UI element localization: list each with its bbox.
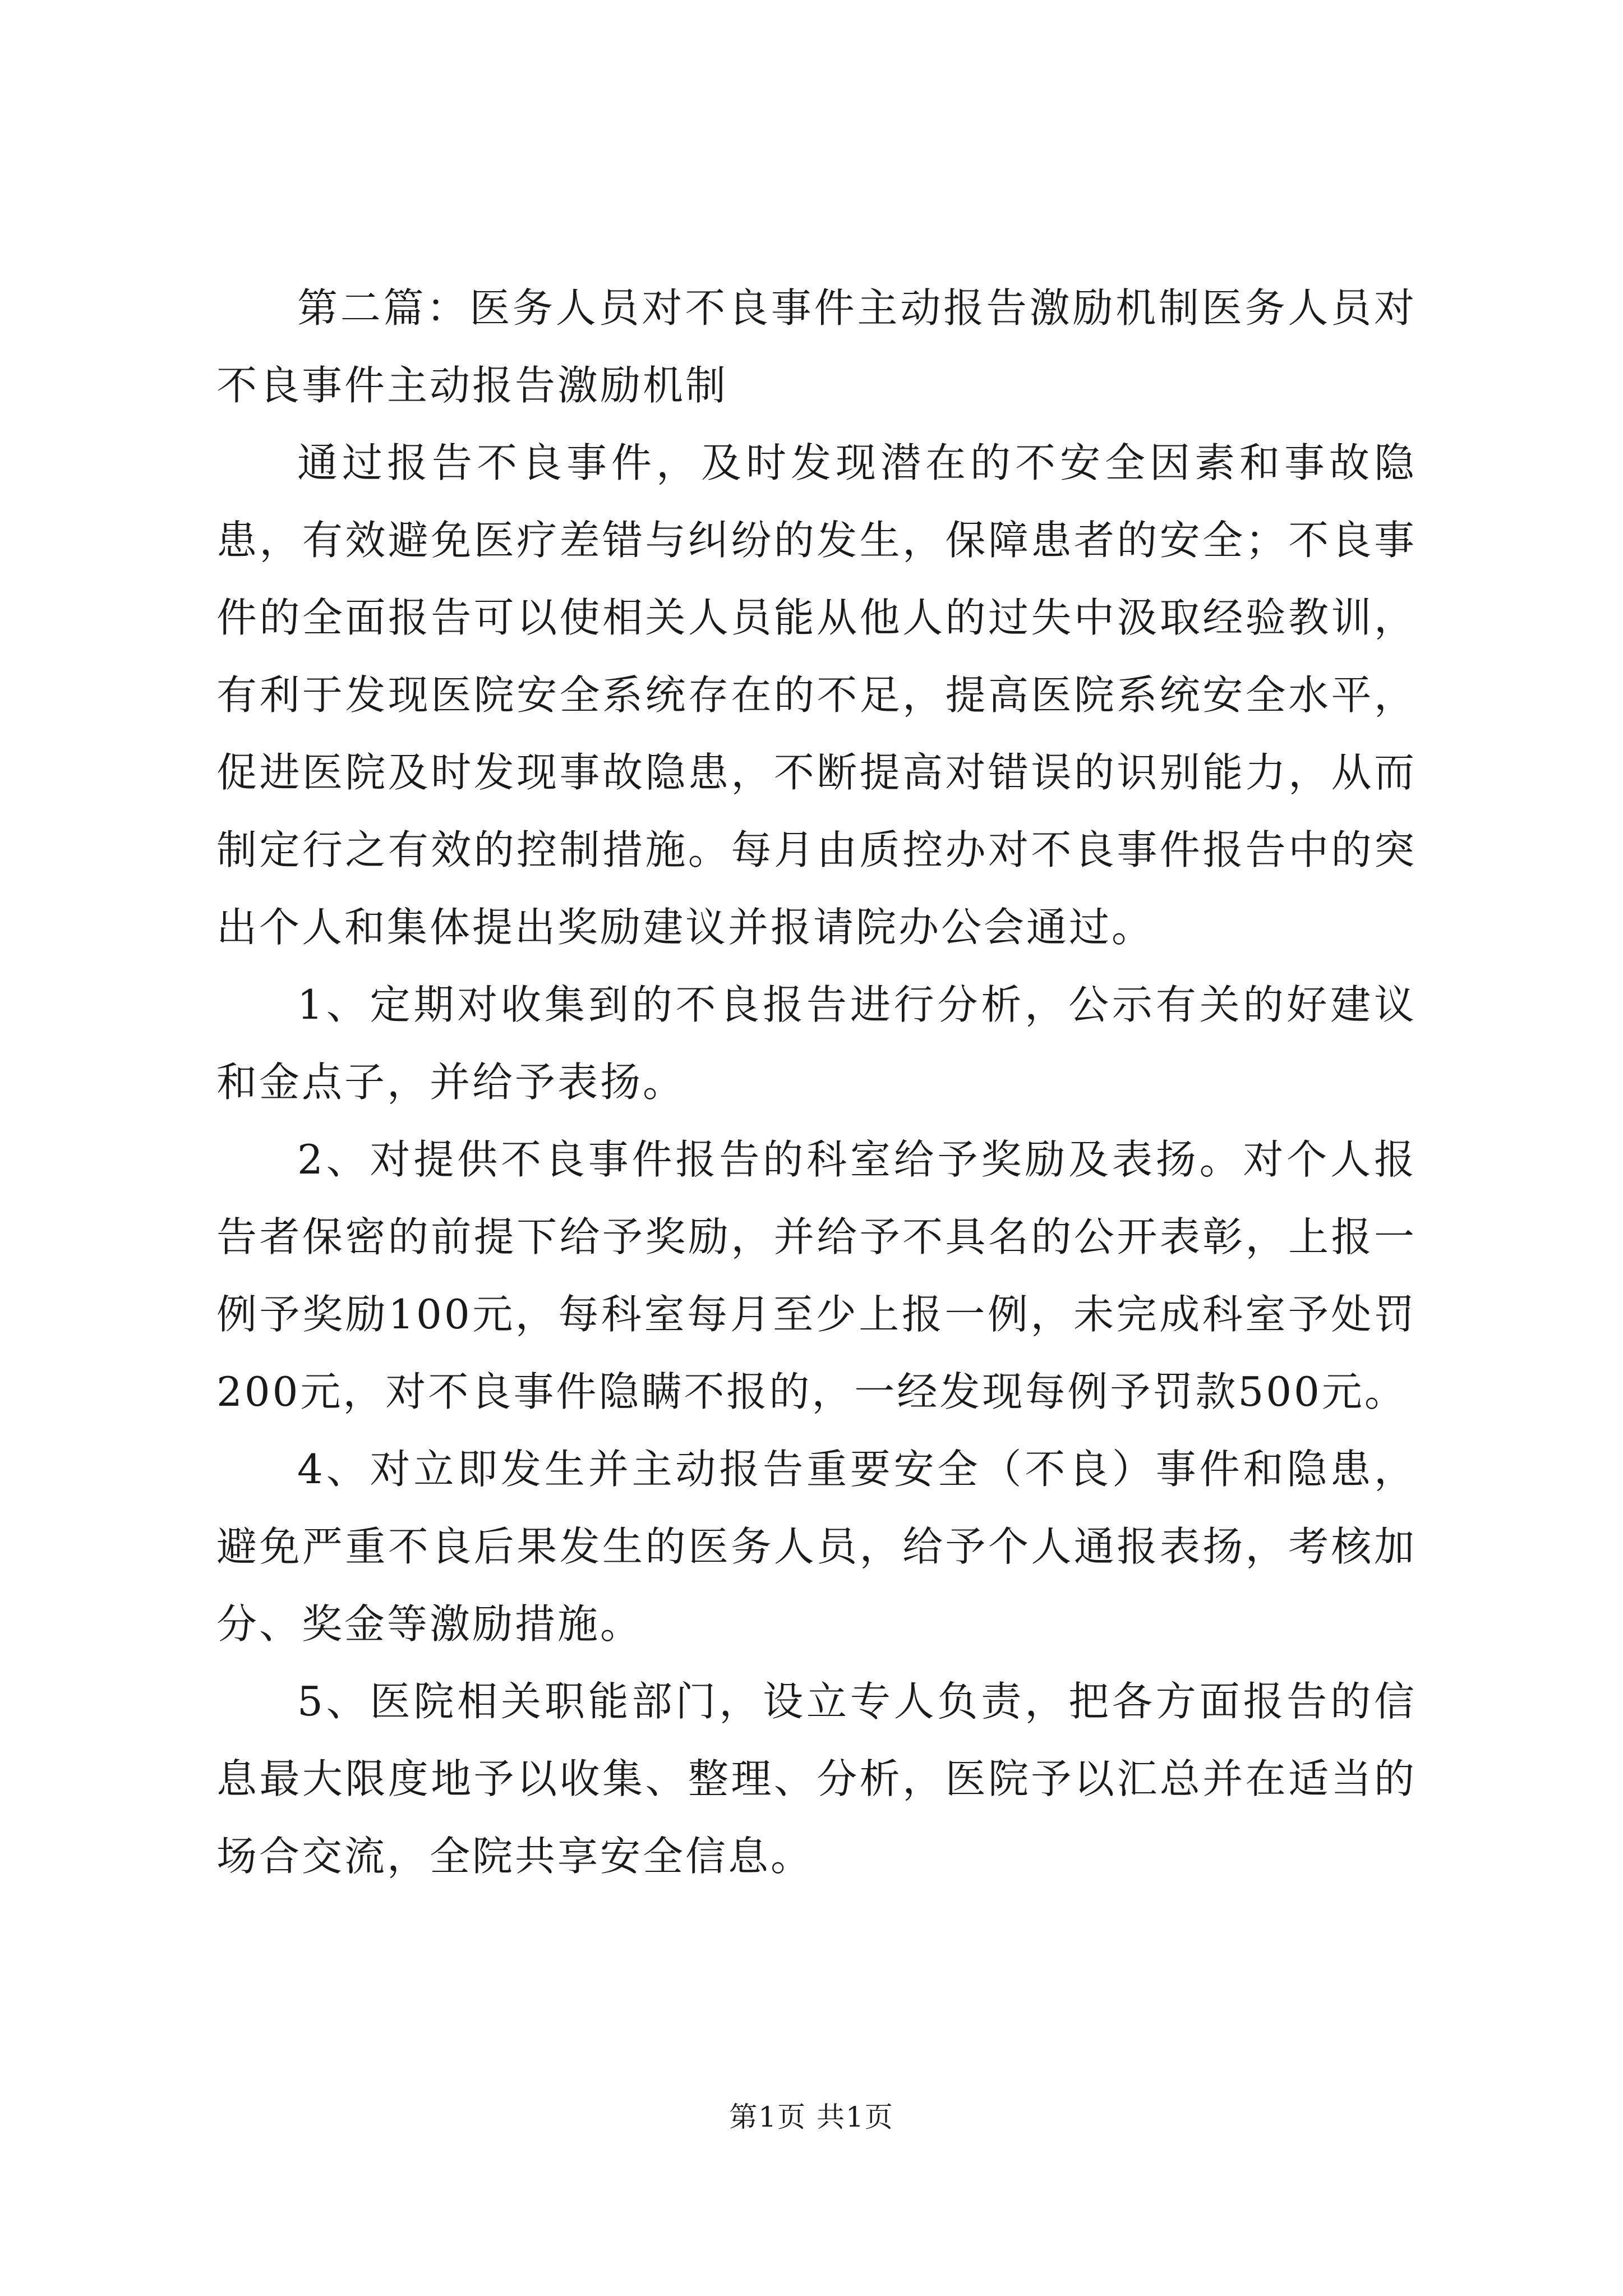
document-title: 第二篇：医务人员对不良事件主动报告激励机制医务人员对不良事件主动报告激励机制	[216, 284, 1417, 409]
paragraph-item-4: 4、对立即发生并主动报告重要安全（不良）事件和隐患，避免严重不良后果发生的医务人员，给予个人通报表扬，考核加分、奖金等激励措施。	[216, 1446, 1417, 1648]
paragraph-item-2: 2、对提供不良事件报告的科室给予奖励及表扬。对个人报告者保密的前提下给予奖励，并给予不具名的公开表彰，上报一例予奖励100元，每科室每月至少上报一例，未完成科室予处罚200元，对不良事件隐瞒不报的，一经发现每例予罚款500元。	[216, 1136, 1417, 1415]
paragraph-item-1: 1、定期对收集到的不良报告进行分析，公示有关的好建议和金点子，并给予表扬。	[216, 981, 1417, 1106]
document-body	[216, 269, 1417, 1895]
paragraph-item-5: 5、医院相关职能部门，设立专人负责，把各方面报告的信息最大限度地予以收集、整理、分析，医院予以汇总并在适当的场合交流，全院共享安全信息。	[216, 1678, 1417, 1880]
paragraph-intro: 通过报告不良事件，及时发现潜在的不安全因素和事故隐患，有效避免医疗差错与纠纷的发生，保障患者的安全；不良事件的全面报告可以使相关人员能从他人的过失中汲取经验教训，有利于发现医院安全系统存在的不足，提高医院系统安全水平，促进医院及时发现事故隐患，不断提高对错误的识别能力，从而制定行之有效的控制措施。每月由质控办对不良事件报告中的突出个人和集体提出奖励建议并报请院办公会通过。	[216, 439, 1417, 951]
page-footer: 第1页 共1页	[729, 2101, 894, 2133]
